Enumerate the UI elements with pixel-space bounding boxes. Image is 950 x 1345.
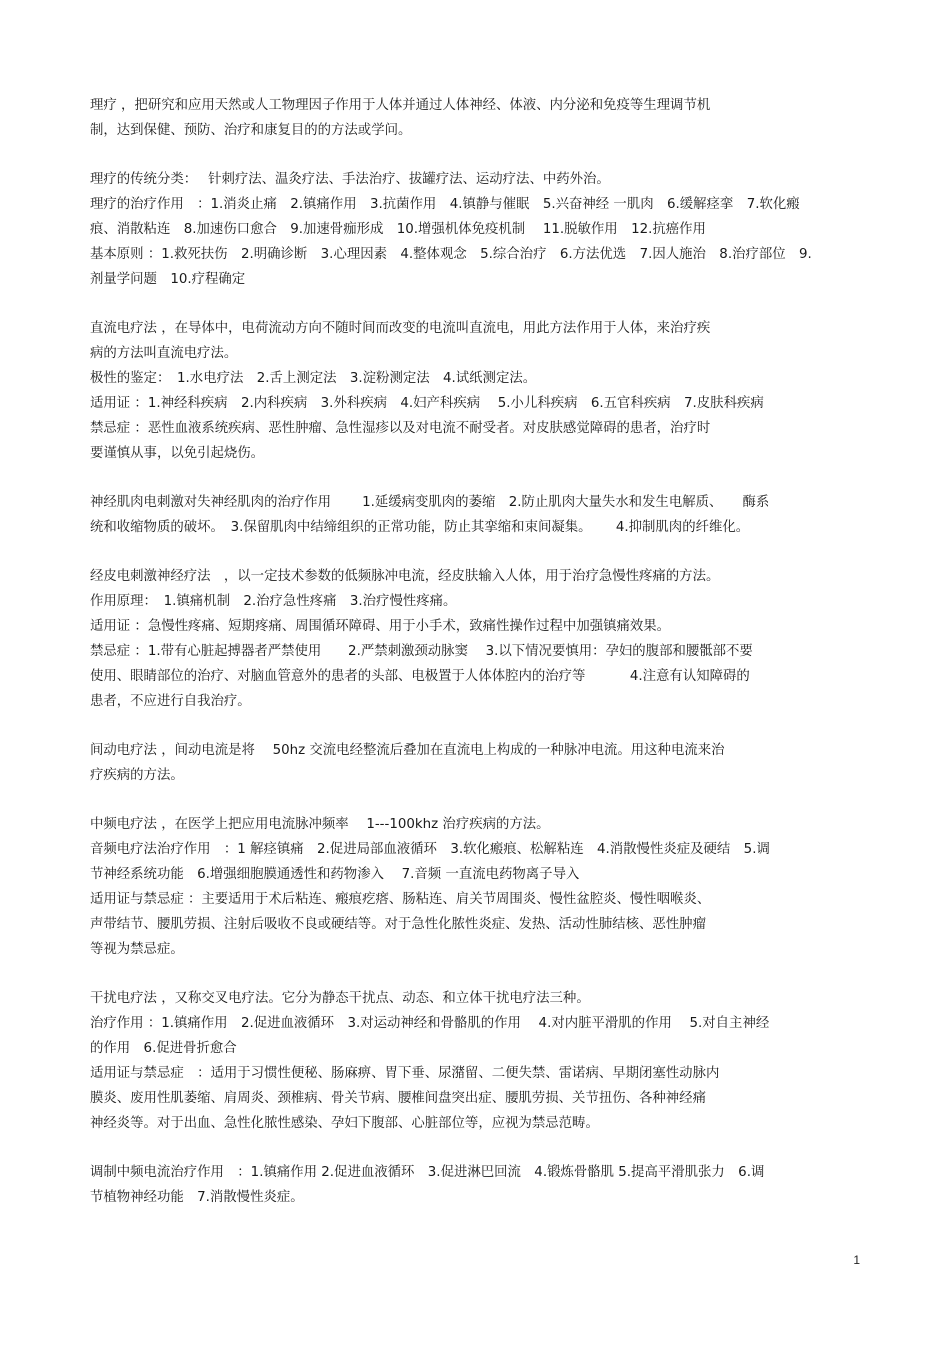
- text-line: 统和收缩物质的破坏。 3.保留肌肉中结缔组织的正常功能，防止其挛缩和束间凝集。 4.抑制肌肉的纤维化。: [90, 520, 750, 535]
- text-line: 适用证 ：急慢性疼痛、短期疼痛、周围循环障碍、用于小手术，致痛性操作过程中加强镇痛效果。: [90, 619, 671, 634]
- text-line: 神经炎等。对于出血、急性化脓性感染、孕妇下腹部、心脏部位等，应视为禁忌范畴。: [90, 1116, 599, 1131]
- text-line: 要谨慎从事，以免引起烧伤。: [90, 446, 265, 461]
- text-line: 膜炎、废用性肌萎缩、肩周炎、颈椎病、骨关节病、腰椎间盘突出症、腰肌劳损、关节扭伤、各种神经痛: [90, 1091, 706, 1106]
- text-line: 音频电疗法治疗作用 ：1 解痉镇痛 2.促进局部血液循环 3.软化瘢痕、松解粘连 4.消散慢性炎症及硬结 5.调: [90, 842, 770, 857]
- text-line: 直流电疗法 ，在导体中，电荷流动方向不随时间而改变的电流叫直流电，用此方法作用于人体，来治疗疾: [90, 321, 711, 336]
- text-line: 禁忌症 ：1.带有心脏起搏器者严禁使用 2.严禁刺激颈动脉窦 3.以下情况要慎用：孕妇的腹部和腰骶部不要: [90, 644, 753, 659]
- text-line: 调制中频电流治疗作用 ：1.镇痛作用 2.促进血液循环 3.促进淋巴回流 4.锻炼骨骼肌 5.提高平滑肌张力 6.调: [90, 1165, 765, 1180]
- text-line: 剂量学问题 10.疗程确定: [90, 272, 246, 287]
- paragraph-interrupted-dc: [90, 738, 865, 788]
- text-line: 的作用 6.促进骨折愈合: [90, 1041, 237, 1056]
- document-body: [90, 93, 865, 1234]
- text-line: 经皮电刺激神经疗法 ，以一定技术参数的低频脉冲电流，经皮肤输入人体，用于治疗急慢性疼痛的方法。: [90, 569, 720, 584]
- paragraph-modulated: [90, 1160, 865, 1210]
- text-line: 节植物神经功能 7.消散慢性炎症。: [90, 1190, 304, 1205]
- paragraph-classification: [90, 167, 865, 292]
- text-line: 禁忌症 ：恶性血液系统疾病、恶性肿瘤、急性湿疹以及对电流不耐受者。对皮肤感觉障碍的患者，治疗时: [90, 421, 711, 436]
- text-line: 理疗的治疗作用 ：1.消炎止痛 2.镇痛作用 3.抗菌作用 4.镇静与催眠 5.兴奋神经 一肌肉 6.缓解痉挛 7.软化瘢: [90, 197, 800, 212]
- text-line: 等视为禁忌症。: [90, 942, 184, 957]
- paragraph-intro: [90, 93, 865, 143]
- paragraph-interference: [90, 986, 865, 1136]
- text-line: 声带结节、腰肌劳损、注射后吸收不良或硬结等。对于急性化脓性炎症、发热、活动性肺结核、恶性肿瘤: [90, 917, 706, 932]
- text-line: 痕、消散粘连 8.加速伤口愈合 9.加速骨痂形成 10.增强机体免疫机制 11.脱敏作用 12.抗癌作用: [90, 222, 706, 237]
- paragraph-tens: [90, 564, 865, 714]
- text-line: 干扰电疗法 ，又称交叉电疗法。它分为静态干扰点、动态、和立体干扰电疗法三种。: [90, 991, 590, 1006]
- paragraph-nmes: [90, 490, 865, 540]
- text-line: 基本原则 ：1.救死扶伤 2.明确诊断 3.心理因素 4.整体观念 5.综合治疗 6.方法优选 7.因人施治 8.治疗部位 9.: [90, 247, 812, 262]
- page-number: 1: [853, 1253, 860, 1267]
- paragraph-mid-freq: [90, 812, 865, 962]
- text-line: 患者，不应进行自我治疗。: [90, 694, 251, 709]
- text-line: 节神经系统功能 6.增强细胞膜通透性和药物渗入 7.音频 一直流电药物离子导入: [90, 867, 580, 882]
- text-line: 间动电疗法 ，间动电流是将 50hz 交流电经整流后叠加在直流电上构成的一种脉冲电流。用这种电流来治: [90, 743, 725, 758]
- text-line: 适用证与禁忌症 ：主要适用于术后粘连、瘢痕疙瘩、肠粘连、肩关节周围炎、慢性盆腔炎、慢性咽喉炎、: [90, 892, 711, 907]
- text-line: 理疗 ，把研究和应用天然或人工物理因子作用于人体并通过人体神经、体液、内分泌和免疫等生理调节机: [90, 98, 711, 113]
- text-line: 使用、眼睛部位的治疗、对脑血管意外的患者的头部、电极置于人体体腔内的治疗等 4.注意有认知障碍的: [90, 669, 750, 684]
- text-line: 病的方法叫直流电疗法。: [90, 346, 238, 361]
- text-line: 制，达到保健、预防、治疗和康复目的的方法或学问。: [90, 123, 412, 138]
- text-line: 适用证 ：1.神经科疾病 2.内科疾病 3.外科疾病 4.妇产科疾病 5.小儿科疾病 6.五官科疾病 7.皮肤科疾病: [90, 396, 764, 411]
- text-line: 神经肌肉电刺激对失神经肌肉的治疗作用 1.延缓病变肌肉的萎缩 2.防止肌肉大量失水和发生电解质、 酶系: [90, 495, 770, 510]
- text-line: 中频电疗法 ，在医学上把应用电流脉冲频率 1---100khz 治疗疾病的方法。: [90, 817, 550, 832]
- text-line: 作用原理： 1.镇痛机制 2.治疗急性疼痛 3.治疗慢性疼痛。: [90, 594, 457, 609]
- paragraph-dc-therapy: [90, 316, 865, 466]
- text-line: 理疗的传统分类： 针刺疗法、温灸疗法、手法治疗、拔罐疗法、运动疗法、中药外治。: [90, 172, 610, 187]
- text-line: 疗疾病的方法。: [90, 768, 184, 783]
- text-line: 适用证与禁忌症 ：适用于习惯性便秘、肠麻痹、胃下垂、尿潴留、二便失禁、雷诺病、早期闭塞性动脉内: [90, 1066, 720, 1081]
- text-line: 极性的鉴定： 1.水电疗法 2.舌上测定法 3.淀粉测定法 4.试纸测定法。: [90, 371, 537, 386]
- text-line: 治疗作用 ：1.镇痛作用 2.促进血液循环 3.对运动神经和骨骼肌的作用 4.对内脏平滑肌的作用 5.对自主神经: [90, 1016, 770, 1031]
